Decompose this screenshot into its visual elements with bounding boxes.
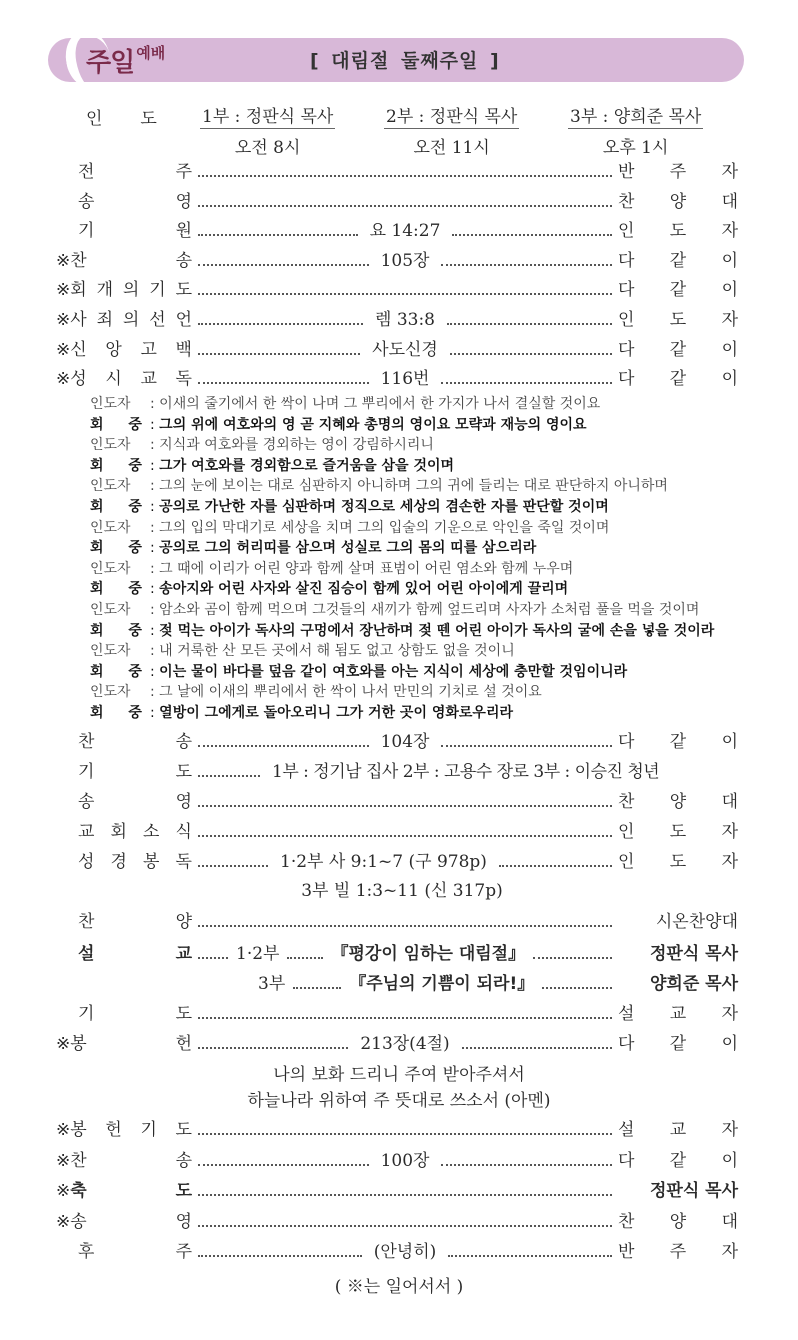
label-char: 사	[70, 310, 87, 330]
dot-leader	[198, 1017, 612, 1019]
colon: :	[150, 396, 160, 412]
speaker-label: 인도자	[90, 684, 131, 701]
row-label: 찬 송	[78, 732, 192, 752]
order-row-anthem	[56, 909, 738, 935]
row-responsible	[618, 1148, 738, 1174]
congregation-line	[90, 579, 568, 599]
standing-mark: ※	[56, 339, 71, 360]
reading-text: 내 거룩한 산 모든 곳에서 해 됨도 없고 상함도 없을 것이니	[159, 643, 515, 660]
dot-leader	[447, 323, 612, 325]
speaker-label: 회 중	[90, 622, 152, 639]
order-row	[56, 1209, 738, 1235]
label-char: 교	[140, 369, 157, 390]
speaker-label: 회 중	[90, 581, 152, 598]
label-char: 개	[96, 280, 114, 301]
row-label: 교 회 소 식	[78, 822, 192, 842]
row-label: 찬 양	[78, 912, 192, 932]
congregation-line	[90, 497, 609, 517]
label-char: 앙	[105, 339, 122, 360]
row-label	[56, 159, 192, 185]
colon: :	[150, 478, 160, 495]
responsible-char: 주	[669, 162, 687, 182]
row-responsible	[618, 189, 738, 215]
responsible-char: 도	[669, 221, 687, 242]
colon: :	[150, 581, 160, 598]
responsible-char: 이	[721, 280, 738, 301]
sermon-title: 『주님의 기쁨이 되라!』	[349, 974, 535, 994]
speaker-label: 인도자	[90, 519, 131, 536]
order-row-scripture	[56, 849, 738, 875]
dot-leader	[198, 382, 369, 384]
label-char: 찬	[70, 1150, 87, 1171]
colon: :	[150, 519, 160, 536]
responsible-char: 대	[721, 191, 738, 212]
label-char: 독	[175, 369, 192, 390]
label-char: 언	[175, 310, 192, 330]
order-row-prayer	[56, 759, 738, 785]
leader-service-1	[200, 100, 335, 158]
speaker-label: 회 중	[90, 663, 152, 680]
label-char: 전	[78, 162, 95, 182]
order-row-hymn	[56, 729, 738, 755]
speaker-label: 인도자	[90, 396, 131, 412]
reading-text: 이는 물이 바다를 덮음 같이 여호와를 아는 지식이 세상에 충만할 것임이니라	[159, 663, 628, 680]
responsible-char: 이	[721, 369, 738, 390]
label-char: 회	[70, 280, 87, 301]
order-row-sermon	[56, 941, 738, 967]
label-char: 후	[78, 1242, 95, 1262]
leader-name: 1부 : 정판식 목사	[200, 100, 335, 129]
label-char: 죄	[96, 310, 114, 330]
row-label: ※봉 헌	[56, 1031, 192, 1057]
speaker-label: 인도자	[90, 602, 131, 618]
reading-text: 공의로 그의 허리띠를 삼으며 성실로 그의 몸의 띠를 삼으리라	[159, 540, 537, 557]
row-responsible: 인 도 자	[618, 822, 738, 842]
row-responsible: 정판식 목사	[649, 1181, 738, 1201]
dot-leader	[441, 745, 612, 747]
label-char: 선	[149, 310, 166, 330]
colon: :	[150, 560, 160, 577]
label-char: 주	[175, 162, 192, 182]
responsible-char: 반	[618, 1242, 635, 1262]
dot-leader	[198, 175, 612, 177]
congregation-line	[90, 415, 587, 435]
row-label: 기 도	[78, 762, 192, 782]
row-responsible: 시온찬양대	[655, 912, 738, 932]
colon: :	[150, 663, 160, 680]
row-label	[56, 277, 192, 303]
dot-leader	[198, 775, 260, 777]
colon: :	[150, 540, 160, 557]
responsible-char: 자	[721, 221, 739, 242]
colon: :	[150, 705, 160, 721]
dot-leader	[198, 1164, 369, 1166]
speaker-label: 회 중	[90, 705, 152, 721]
leader-line	[90, 641, 515, 661]
row-detail: 100장	[380, 1150, 430, 1171]
label-char: 시	[105, 369, 122, 390]
reading-text: 그 때에 이리가 어린 양과 함께 살며 표범이 어린 염소와 함께 누우며	[159, 560, 574, 577]
standing-mark: ※	[56, 1211, 71, 1232]
row-responsible	[618, 159, 738, 185]
row-label	[56, 1239, 192, 1265]
row-detail: 1부 : 정기남 집사 2부 : 고용수 장로 3부 : 이승진 청년	[272, 762, 660, 782]
standing-mark: ※	[56, 280, 71, 301]
dot-leader	[198, 234, 358, 236]
row-responsible	[618, 337, 738, 363]
responsible-char: 같	[669, 1150, 687, 1171]
label-char: 기	[140, 1120, 157, 1140]
congregation-line	[90, 703, 513, 723]
speaker-label: 인도자	[90, 437, 131, 454]
row-detail: 105장	[380, 250, 430, 271]
row-responsible: 설 교 자	[618, 1004, 738, 1024]
leader-line	[90, 435, 434, 455]
order-row	[56, 1148, 738, 1174]
label-char: 기	[78, 221, 95, 242]
dot-leader	[441, 1164, 612, 1166]
row-label	[56, 1209, 192, 1235]
sermon-preacher: 정판식 목사	[649, 944, 738, 964]
speaker-label: 회 중	[90, 457, 152, 474]
dot-leader	[499, 865, 612, 867]
dot-leader	[198, 293, 612, 295]
dot-leader	[293, 987, 341, 989]
row-detail: 요 14:27	[369, 221, 441, 242]
dot-leader	[452, 234, 612, 236]
leader-line	[90, 518, 609, 538]
label-char: 주	[175, 1242, 192, 1262]
dot-leader	[542, 987, 612, 989]
row-detail: 1·2부 사 9:1~7 (구 978p)	[280, 852, 487, 872]
dot-leader	[450, 353, 612, 355]
dot-leader	[448, 1255, 612, 1257]
row-responsible	[618, 366, 738, 392]
order-row-offering	[56, 1031, 738, 1057]
row-responsible	[618, 1239, 738, 1265]
label-char: 영	[175, 1211, 192, 1232]
standing-mark: ※	[56, 1181, 71, 1201]
row-label	[56, 1178, 192, 1204]
dot-leader	[441, 382, 612, 384]
dot-leader	[533, 957, 612, 959]
dot-leader	[198, 745, 369, 747]
dot-leader	[198, 353, 360, 355]
row-responsible: 인 도 자	[618, 852, 738, 872]
order-row-doxology	[56, 789, 738, 815]
reading-text: 송아지와 어린 사자와 살진 짐승이 함께 있어 어린 아이에게 끌리며	[159, 581, 569, 598]
label-char: 기	[149, 280, 166, 301]
sermon-title: 『평강이 임하는 대림절』	[331, 944, 526, 964]
logo-sub: 예배	[136, 44, 166, 62]
colon: :	[150, 457, 160, 474]
row-label	[56, 1148, 192, 1174]
label-char: 성	[70, 369, 87, 390]
order-row	[56, 307, 738, 333]
row-label	[56, 218, 192, 244]
order-row	[56, 159, 738, 185]
row-detail: 116번	[380, 369, 430, 390]
reading-text: 이새의 줄기에서 한 싹이 나며 그 뿌리에서 한 가지가 나서 결실할 것이요	[159, 396, 601, 412]
responsible-char: 찬	[618, 1211, 635, 1232]
row-label	[56, 337, 192, 363]
dot-leader	[198, 957, 228, 959]
label-char: 백	[175, 339, 192, 360]
label-char: 신	[70, 339, 87, 360]
row-responsible: 찬 양 대	[618, 792, 738, 812]
page-title: [ 대림절 둘째주일 ]	[310, 50, 500, 72]
leaders-section	[86, 100, 746, 160]
standing-note: ( ※는 일어서서 )	[334, 1277, 464, 1297]
service-time: 오전 8시	[234, 138, 301, 158]
row-detail: 사도신경	[372, 339, 438, 360]
label-char: 영	[175, 191, 192, 212]
responsible-char: 같	[669, 339, 687, 360]
reading-text: 암소와 곰이 함께 먹으며 그것들의 새끼가 함께 엎드리며 사자가 소처럼 풀을 먹을 것이며	[159, 602, 700, 618]
order-row-sermon-3	[56, 971, 738, 997]
dot-leader	[198, 1194, 612, 1196]
dot-leader	[462, 1047, 612, 1049]
dot-leader	[198, 865, 268, 867]
leader-line	[90, 682, 542, 702]
order-row	[56, 1117, 738, 1143]
service-time: 오후 1시	[602, 138, 669, 158]
dot-leader	[198, 1047, 348, 1049]
label-char: 원	[175, 221, 192, 242]
responsible-char: 같	[669, 250, 687, 271]
row-responsible	[618, 307, 738, 333]
label-char: 도	[175, 1181, 192, 1201]
sermon-part: 1·2부	[236, 944, 280, 964]
offering-lyrics-1: 나의 보화 드리니 주여 받아주셔서	[273, 1065, 525, 1085]
leader-line	[90, 394, 600, 414]
row-detail: 213장(4절)	[360, 1034, 450, 1054]
row-label	[56, 307, 192, 333]
service-time: 오전 11시	[413, 138, 490, 158]
responsible-char: 자	[721, 1120, 738, 1140]
dot-leader	[198, 1255, 362, 1257]
sermon-part: 3부	[258, 974, 286, 994]
standing-mark: ※	[56, 1120, 71, 1140]
standing-mark: ※	[56, 369, 71, 390]
order-row	[56, 189, 738, 215]
dot-leader	[198, 205, 612, 207]
order-row-prayer2	[56, 1001, 738, 1027]
speaker-label: 인도자	[90, 643, 131, 660]
order-row-announcements	[56, 819, 738, 845]
row-label: 성 경 봉 독	[78, 852, 192, 872]
label-char: 송	[175, 250, 192, 271]
order-row	[56, 218, 738, 244]
responsible-char: 다	[618, 339, 635, 360]
row-label	[56, 189, 192, 215]
row-label: 송 영	[78, 792, 192, 812]
label-char: 의	[122, 280, 140, 301]
label-char: 찬	[70, 250, 87, 271]
dot-leader	[198, 1133, 612, 1135]
order-row	[56, 277, 738, 303]
reading-text: 공의로 가난한 자를 심판하며 정직으로 세상의 겸손한 자를 판단할 것이며	[159, 499, 609, 515]
row-responsible: 다 같 이	[618, 1034, 738, 1054]
responsible-char: 주	[669, 1242, 687, 1262]
dot-leader	[198, 805, 612, 807]
responsible-char: 도	[669, 310, 687, 330]
reading-text: 그 날에 이새의 뿌리에서 한 싹이 나서 만민의 기치로 설 것이요	[159, 684, 542, 701]
offering-lyrics-2: 하늘나라 위하여 주 뜻대로 쓰소서 (아멘)	[247, 1091, 551, 1111]
dot-leader	[198, 1225, 612, 1227]
standing-mark: ※	[56, 1034, 71, 1054]
responsible-char: 설	[618, 1120, 635, 1140]
reading-text: 지식과 여호와를 경외하는 영이 강림하시리니	[159, 437, 434, 454]
speaker-label: 회 중	[90, 499, 152, 515]
label-char: 도	[175, 1120, 192, 1140]
order-row	[56, 248, 738, 274]
row-label	[56, 1117, 192, 1143]
row-label	[56, 366, 192, 392]
order-row	[56, 1239, 738, 1265]
label-char: 도	[175, 280, 192, 301]
label-char: 헌	[105, 1120, 122, 1140]
speaker-label: 인도자	[90, 560, 131, 577]
congregation-line	[90, 456, 454, 476]
speaker-label: 인도자	[90, 478, 131, 495]
dot-leader	[198, 323, 363, 325]
responsible-char: 인	[618, 221, 635, 242]
standing-mark: ※	[56, 250, 71, 271]
colon: :	[150, 684, 160, 701]
responsible-char: 교	[669, 1120, 687, 1140]
responsible-char: 같	[669, 280, 687, 301]
leader-line	[90, 476, 668, 496]
sermon-preacher: 양희준 목사	[649, 974, 738, 994]
row-detail: 렘 33:8	[375, 310, 436, 330]
congregation-line	[90, 662, 627, 682]
logo	[86, 42, 165, 78]
congregation-line	[90, 538, 536, 558]
row-responsible	[618, 1117, 738, 1143]
reading-text: 그의 입의 막대기로 세상을 치며 그의 입술의 기운으로 악인을 죽일 것이며	[159, 519, 610, 536]
leader-name: 3부 : 양희준 목사	[568, 100, 703, 129]
reading-text: 젖 먹는 아이가 독사의 구멍에서 장난하며 젖 뗀 어린 아이가 독사의 굴에 손을 넣을 것이라	[159, 622, 715, 639]
row-responsible	[618, 277, 738, 303]
label-char: 송	[78, 191, 95, 212]
responsible-char: 다	[618, 280, 635, 301]
colon: :	[150, 499, 160, 515]
dot-leader	[198, 925, 612, 927]
row-label	[56, 248, 192, 274]
speaker-label: 회 중	[90, 416, 152, 433]
leaders-label: 인도	[86, 109, 195, 129]
label-char: 축	[70, 1181, 87, 1201]
colon: :	[150, 622, 160, 639]
leader-name: 2부 : 정판식 목사	[384, 100, 519, 129]
responsible-char: 다	[618, 250, 635, 271]
colon: :	[150, 416, 160, 433]
standing-mark: ※	[56, 1150, 71, 1171]
congregation-line	[90, 621, 714, 641]
reading-text: 열방이 그에게로 돌아오리니 그가 거한 곳이 영화로우리라	[159, 705, 513, 721]
responsible-char: 이	[721, 1150, 738, 1171]
row-responsible	[618, 1209, 738, 1235]
logo-main: 주일	[86, 48, 135, 78]
responsible-char: 다	[618, 1150, 635, 1171]
responsible-char: 인	[618, 310, 635, 330]
responsible-char: 양	[669, 1211, 687, 1232]
responsible-char: 같	[669, 369, 687, 390]
responsible-char: 자	[721, 310, 739, 330]
label-char: 송	[70, 1211, 87, 1232]
colon: :	[150, 602, 160, 618]
dot-leader	[198, 264, 369, 266]
colon: :	[150, 437, 160, 454]
dot-leader	[441, 264, 612, 266]
responsible-char: 반	[618, 162, 635, 182]
label-char: 봉	[70, 1120, 87, 1140]
row-label: 기 도	[78, 1004, 192, 1024]
row-label: 설 교	[78, 944, 192, 964]
responsible-char: 자	[721, 162, 738, 182]
dot-leader	[287, 957, 323, 959]
row-responsible: 다 같 이	[618, 732, 738, 752]
row-detail: 104장	[380, 732, 430, 752]
reading-text: 그가 여호와를 경외함으로 즐거움을 삼을 것이며	[159, 457, 455, 474]
order-row	[56, 337, 738, 363]
label-char: 송	[175, 1150, 192, 1171]
responsible-char: 다	[618, 369, 635, 390]
leader-line	[90, 559, 573, 579]
responsible-char: 자	[721, 1242, 738, 1262]
row-responsible	[618, 218, 738, 244]
speaker-label: 회 중	[90, 540, 152, 557]
row-detail: (안녕히)	[373, 1242, 437, 1262]
responsible-char: 이	[721, 250, 738, 271]
row-responsible	[618, 248, 738, 274]
responsible-char: 이	[721, 339, 739, 360]
scripture-extra: 3부 빌 1:3~11 (신 317p)	[301, 881, 503, 901]
standing-mark: ※	[56, 310, 71, 330]
colon: :	[150, 643, 160, 660]
responsible-char: 찬	[618, 191, 635, 212]
order-row	[56, 1178, 738, 1204]
responsible-char: 양	[669, 191, 687, 212]
leader-line	[90, 600, 699, 620]
label-char: 고	[140, 339, 157, 360]
responsible-char: 대	[721, 1211, 738, 1232]
reading-text: 그의 눈에 보이는 대로 심판하지 아니하며 그의 귀에 들리는 대로 판단하지 아니하며	[159, 478, 668, 495]
reading-text: 그의 위에 여호와의 영 곧 지혜와 총명의 영이요 모략과 재능의 영이요	[159, 416, 587, 433]
dot-leader	[198, 835, 612, 837]
leader-service-2	[384, 100, 519, 158]
leader-service-3	[568, 100, 703, 158]
label-char: 의	[122, 310, 140, 330]
order-row	[56, 366, 738, 392]
